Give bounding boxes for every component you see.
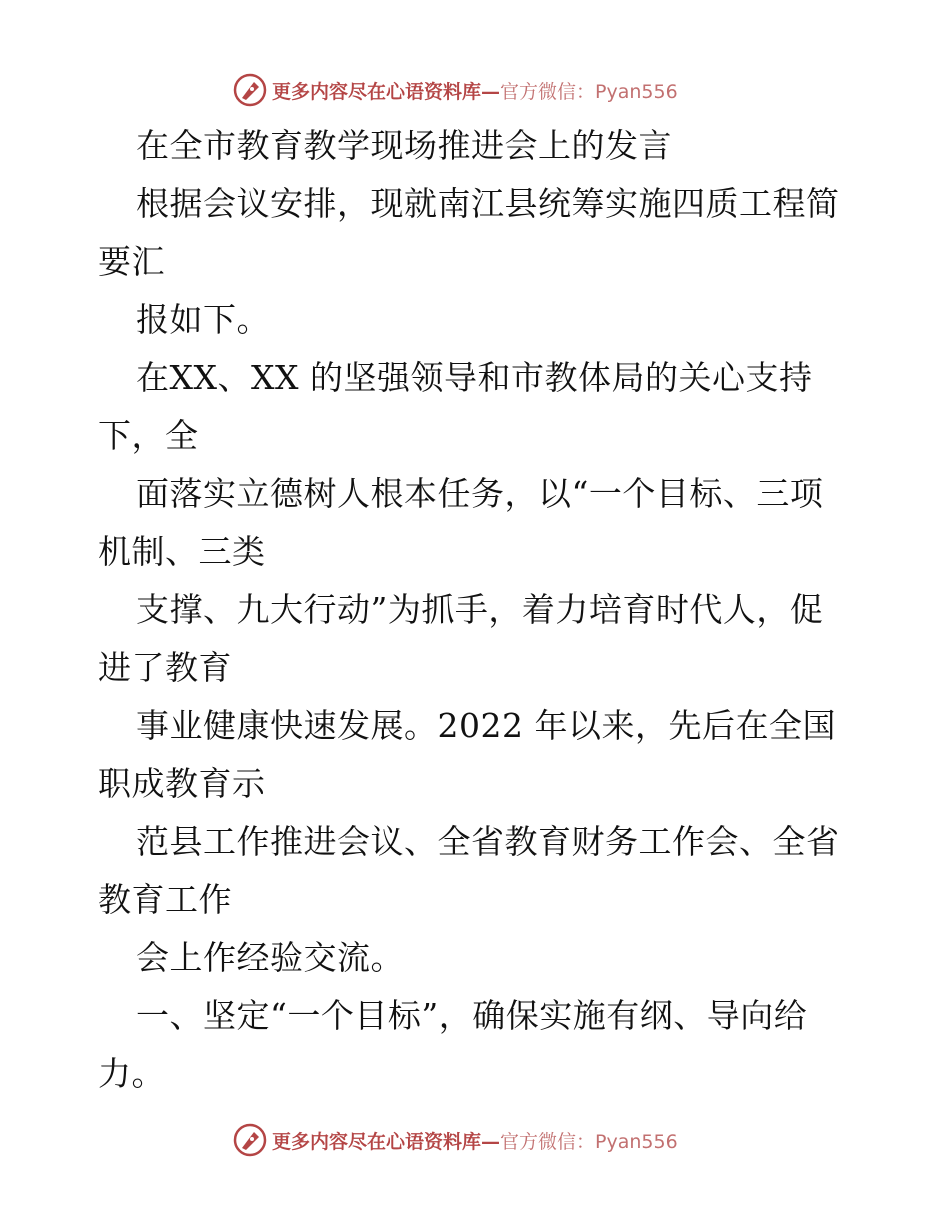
text-line: 进了教育 — [98, 648, 232, 687]
text-line: 机制、三类 — [98, 532, 266, 571]
text-line: 力。 — [98, 1054, 165, 1093]
footer-watermark — [232, 1120, 678, 1160]
text-line: 面落实立德树人根本任务，以“一个目标、三项 — [136, 474, 824, 513]
header-watermark — [232, 70, 678, 110]
text-line: 在全市教育教学现场推进会上的发言 — [136, 126, 672, 165]
pen-nib-logo-icon — [232, 72, 268, 108]
text-line: 支撑、九大行动”为抓手，着力培育时代人，促 — [136, 590, 824, 629]
watermark-wechat-text: 官方微信：Pyan556 — [500, 80, 678, 103]
text-line: 在XX、XX 的坚强领导和市教体局的关心支持 — [136, 358, 813, 397]
watermark-brand-text: 更多内容尽在心语资料库— — [272, 80, 501, 103]
watermark-brand-text: 更多内容尽在心语资料库— — [272, 1130, 501, 1153]
text-line: 职成教育示 — [98, 764, 266, 803]
text-line: 下，全 — [98, 416, 199, 455]
text-line: 一、坚定“一个目标”，确保实施有纲、导向给 — [136, 996, 808, 1035]
text-line: 事业健康快速发展。2022 年以来，先后在全国 — [136, 706, 836, 745]
text-line: 教育工作 — [98, 880, 232, 919]
pen-nib-logo-icon — [232, 1122, 268, 1158]
watermark-wechat-text: 官方微信：Pyan556 — [500, 1130, 678, 1153]
text-line: 要汇 — [98, 242, 165, 281]
text-line: 范县工作推进会议、全省教育财务工作会、全省 — [136, 822, 840, 861]
text-line: 报如下。 — [136, 300, 270, 339]
text-line: 根据会议安排，现就南江县统筹实施四质工程简 — [136, 184, 840, 223]
document-body — [98, 117, 858, 1103]
text-line: 会上作经验交流。 — [136, 938, 404, 977]
